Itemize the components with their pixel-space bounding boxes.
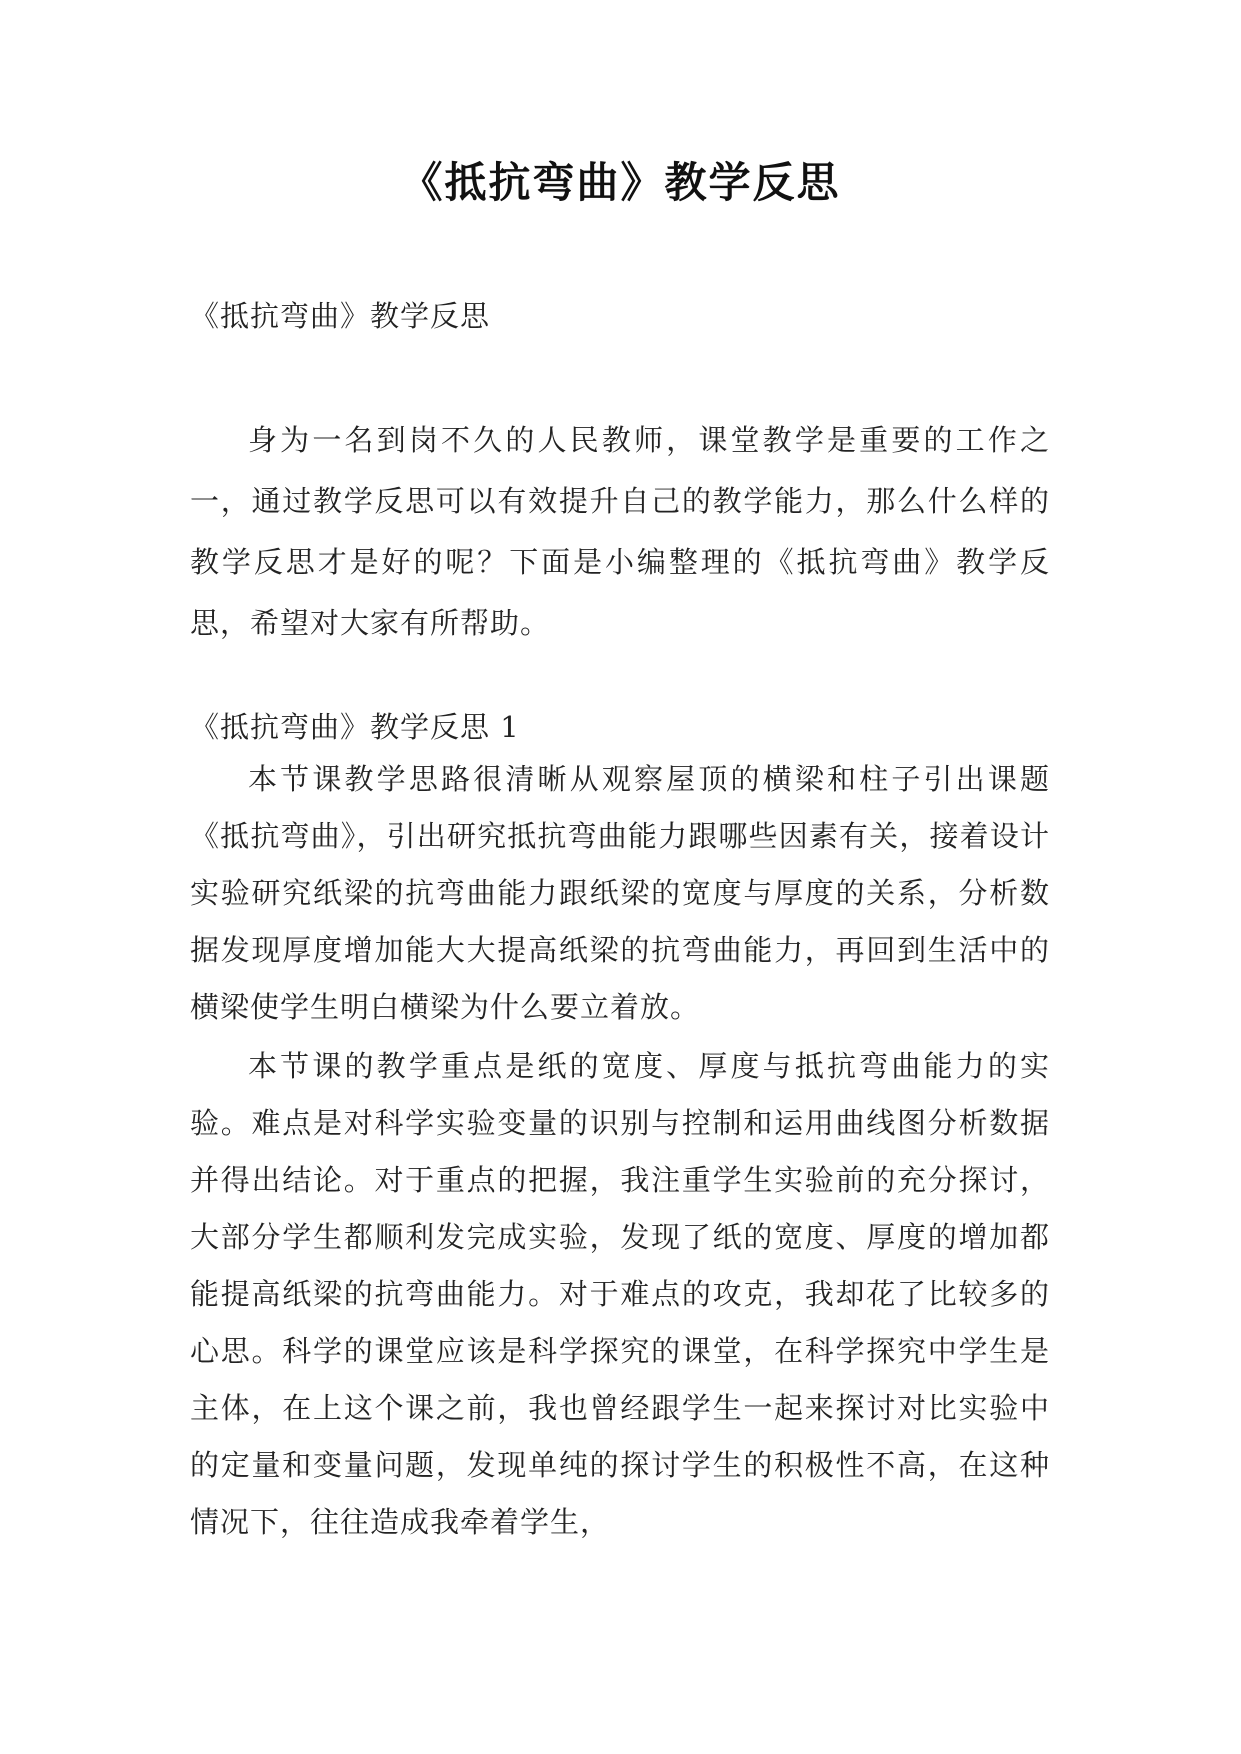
document-title: 《抵抗弯曲》教学反思 [400,158,841,207]
document-subtitle: 《抵抗弯曲》教学反思 [190,299,491,333]
section-heading: 《抵抗弯曲》教学反思 1 [190,710,520,744]
intro-paragraph: 身为一名到岗不久的人民教师，课堂教学是重要的工作之一，通过教学反思可以有效提升自己的教学能力，那么什么样的教学反思才是好的呢？下面是小编整理的《抵抗弯曲》教学反思，希望对大家有所帮助。 [190,423,1050,640]
body-paragraph-2: 本节课的教学重点是纸的宽度、厚度与抵抗弯曲能力的实验。难点是对科学实验变量的识别与控制和运用曲线图分析数据并得出结论。对于重点的把握，我注重学生实验前的充分探讨，大部分学生都顺利发完成实验，发现了纸的宽度、厚度的增加都能提高纸梁的抗弯曲能力。对于难点的攻克，我却花了比较多的心思。科学的课堂应该是科学探究的课堂，在科学探究中学生是主体，在上这个课之前，我也曾经跟学生一起来探讨对比实验中的定量和变量问题，发现单纯的探讨学生的积极性不高，在这种情况下，往往造成我牵着学生， [190,1049,1050,1539]
body-paragraph-1: 本节课教学思路很清晰从观察屋顶的横梁和柱子引出课题《抵抗弯曲》，引出研究抵抗弯曲能力跟哪些因素有关，接着设计实验研究纸梁的抗弯曲能力跟纸梁的宽度与厚度的关系，分析数据发现厚度增加能大大提高纸梁的抗弯曲能力，再回到生活中的横梁使学生明白横梁为什么要立着放。 [190,762,1050,1024]
